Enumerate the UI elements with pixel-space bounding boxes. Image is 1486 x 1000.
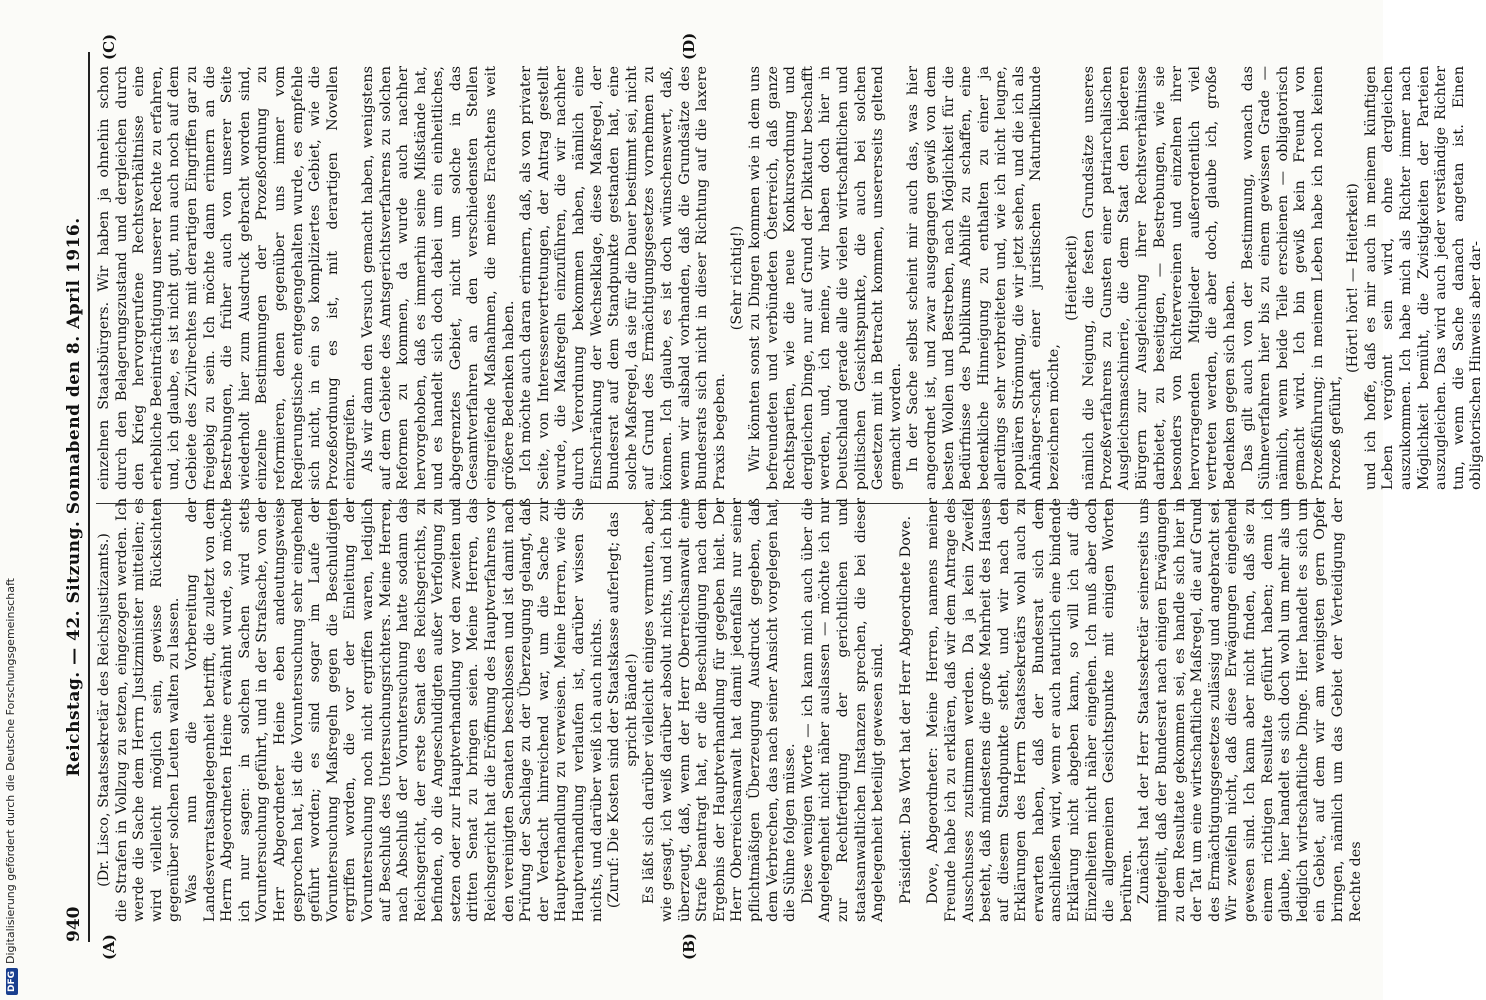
page-title: Reichstag. — 42. Sitzung. Sonnabend den 8. April 1916. — [64, 217, 84, 777]
margin-marker-c: (C) — [100, 33, 118, 60]
left-column — [96, 498, 1364, 922]
paragraph: Was nun die Vorbereitung der Landesverratsangelegenheit betrifft, die zuletzt von dem Herrn Abgeordneten Heine erwähnt wurde, so möchte ich nur sagen: in solchen Sachen wird stets Voruntersuchung geführt, und in der Strafsache, von der Herr Abgeordneter Heine eben andeutungsweise gesprochen hat, ist die Voruntersuchung sehr eingehend geführt worden; es sind sogar im Laufe der Voruntersuchung Maßregeln gegen die Beschuldigten ergriffen worden, die vor der Einleitung der Voruntersuchung noch nicht ergriffen waren, lediglich auf Beschluß des Untersuchungsrichters. Meine Herren, nach Abschluß der Voruntersuchung hatte sodann das Reichsgericht, der erste Senat des Reichsgerichts, zu befinden, ob die Angeschuldigten außer Verfolgung zu setzen oder zur Hauptverhandlung vor den zweiten und dritten Senat zu bringen seien. Meine Herren, das Reichsgericht hat die Eröffnung des Hauptverfahrens vor den vereinigten Senaten beschlossen und ist damit nach Prüfung der Sachlage zu der Überzeugung gelangt, daß der Verdacht hinreichend war, um die Sache zur Hauptverhandlung zu verweisen. Meine Herren, wie die Hauptverhandlung verlaufen ist, darüber wissen Sie nichts, und darüber weiß ich auch nichts. — [183, 498, 605, 922]
column-divider — [96, 503, 1326, 504]
paragraph: einzelnen Staatsbürgers. Wir haben ja ohnehin schon durch den Belagerungszustand und dergleichen durch den Krieg hervorgerufene Rechtsverhältnisse eine erhebliche Beeinträchtigung unserer Rechte zu erfahren, und, ich glaube, es ist nicht gut, nun auch noch auf dem Gebiete des Zivilrechtes mit derartigen Eingriffen gar zu freigebig zu sein. Ich möchte dann erinnern an die Bestrebungen, die früher auch von unserer Seite wiederholt hier zum Ausdruck gebracht worden sind, einzelne Bestimmungen der Prozeßordnung zu reformieren, denen gegenüber uns immer vom Regierungstische entgegengehalten wurde, es empfehle sich nicht, in ein so kompliziertes Gebiet, wie die Prozeßordnung es ist, mit derartigen Novellen einzugreifen. — [96, 66, 359, 490]
margin-marker-d: (D) — [680, 32, 698, 60]
paragraph: nämlich die Neigung, die festen Grundsätze unseres Prozeßverfahrens zu Gunsten einer patriarchalischen Ausgleichsmaschinerie, die dem Staat den biederen Bürgern zur Ausgleichung ihrer Rechtsverhältnisse darbietet, zu beseitigen, — Bestrebungen, wie sie besonders von Richtervereinen und einzelnen ihrer hervorragenden Mitglieder außerordentlich viel vertreten werden, die aber doch, glaube ich, große Bedenken gegen sich haben. — [1081, 66, 1238, 490]
interjection: (Sehr richtig!) — [729, 225, 746, 331]
interjection: (Heiterkeit) — [1063, 235, 1080, 321]
page-header — [60, 52, 90, 942]
paragraph: Ich möchte auch daran erinnern, daß, als von privater Seite, von Interessenvertretungen, der Antrag gestellt wurde, die Maßregeln einzuführen, die wir nachher durch Verordnung bekommen haben, nämlich eine Einschränkung der Wechselklage, diese Maßregel, der Bundesrat auf dem Standpunkte gestanden hat, eine solche Maßregel, da sie für die Dauer bestimmt sei, nicht auf Grund des Ermächtigungsgesetzes vornehmen zu können. Ich glaube, es ist doch wünschenswert, daß, wenn wir alsbald vorhanden, daß die Grundsätze des Bundesrats sich nicht in dieser Richtung auf die laxere Praxis begeben. — [518, 66, 728, 490]
paragraph: Das gilt auch von der Bestimmung, wonach das Sühneverfahren hier bis zu einem gewissen Grade — nämlich, wenn beide Teile erschienen — obligatorisch gemacht wird. Ich bin gewiß kein Freund von Prozeßführung; in meinem Leben habe ich noch keinen Prozeß geführt, — [1239, 66, 1344, 490]
paragraph: Wir könnten sonst zu Dingen kommen wie in dem uns befreundeten und verbündeten Österreich, daß ganze Rechtspartien, wie die neue Konkursordnung und dergleichen Dinge, nur auf Grund der Diktatur beschafft werden, und, ich meine, wir haben doch hier in Deutschland gerade alle die vielen wirtschaftlichen und politischen Gesichtspunkte, die auch bei solchen Gesetzen mit in Betracht kommen, unsererseits geltend gemacht worden. — [746, 66, 904, 490]
paragraph: Als wir dann den Versuch gemacht haben, wenigstens auf dem Gebiete des Amtsgerichtsverfahrens zu solchen Reformen zu kommen, da wurde auch nachher hervorgehoben, daß es immerhin seine Mißstände hat, und es handelt sich doch dabei um ein einheitliches, abgegrenztes Gebiet, nicht um solche in das Gesamtverfahren an den verschiedensten Stellen eingreifende Maßnahmen, die meines Erachtens weit größere Bedenken haben. — [359, 66, 517, 490]
paragraph: Es läßt sich darüber vielleicht einiges vermuten, aber, wie gesagt, ich weiß darüber absolut nichts, und ich bin überzeugt, daß, wenn der Herr Oberreichsanwalt eine Strafe beantragt hat, er die Beschuldigung nach dem Ergebnis der Hauptverhandlung für gegeben hielt. Der Herr Oberreichsanwalt hat damit jedenfalls nur seiner pflichtmäßigen Überzeugung Ausdruck gegeben, daß dem Verbrechen, das nach seiner Ansicht vorgelegen hat, die Sühne folgen müsse. — [641, 498, 799, 922]
speaker-attribution: (Dr. Lisco, Staatssekretär des Reichsjustizamts.) — [96, 533, 112, 887]
paragraph: die Strafen in Vollzug zu setzen, eingezogen werden. Ich werde die Sache dem Herrn Justizminister mitteilen; es wird vielleicht möglich sein, gewisse Rücksichten gegenüber solchen Leuten walten zu lassen. — [113, 498, 183, 922]
digitization-credit — [4, 578, 18, 995]
paragraph: und ich hoffe, daß es mir auch in meinem künftigen Leben vergönnt sein wird, ohne dergleichen auszukommen. Ich habe mich als Richter immer nach Möglichkeit bemüht, die Zwistigkeiten der Parteien auszugleichen. Das wird auch jeder verständige Richter tun, wenn die Sache danach angetan ist. Einen obligatorischen Hinweis aber dar- — [1362, 66, 1485, 490]
paragraph: In der Sache selbst scheint mir auch das, was hier angeordnet ist, und zwar ausgegangen gewiß von dem besten Wollen und Bestreben, nach Möglichkeit für die Bedürfnisse des Publikums Abhilfe zu schaffen, eine bedenkliche Hinneigung zu enthalten zu einer ja allerdings sehr verbreiteten und, wie ich nicht leugne, populären Strömung, die wir jetzt sehen, und die ich als Anhänger-schaft einer juristischen Naturheilkunde bezeichnen möchte, — [905, 66, 1063, 490]
credit-text: Digitalisierung gefördert durch die Deutsche Forschungsgemeinschaft — [4, 578, 17, 964]
interjection: (Hört! hört! — Heiterkeit) — [1345, 183, 1362, 373]
interjection: (Zuruf: Die Kosten sind der Staatskasse auferlegt; das spricht Bände!) — [606, 511, 640, 909]
speech-paragraph: Dove, Abgeordneter: Meine Herren, namens meiner Freunde habe ich zu erklären, daß wir dem Antrage des Ausschusses zustimmen werden. Da ja kein Zweifel besteht, daß mindestens die große Mehrheit des Hauses auf diesem Standpunkte steht, und wir nach den Erklärungen des Herrn Staatssekretärs wohl auch zu erwarten haben, daß der Bundesrat sich dem anschließen wird, wenn er auch naturlich eine bindende Erklärung nicht abgeben kann, so will ich auf die Einzelheiten nicht näher eingehen. Ich muß aber doch die allgemeinen Gesichtspunkte mit einigen Worten berühren. — [925, 498, 1135, 922]
paragraph: Zunächst hat der Herr Staatssekretär seinerseits uns mitgeteilt, daß der Bundesrat nach einigen Erwägungen zu dem Resultate gekommen sei, es handle sich hier in der Tat um eine wirtschaftliche Maßregel, die auf Grund des Ermächtigungsgesetzes zulässig und angebracht sei. Wir zweifeln nicht, daß diese Erwägungen eingehend gewesen sind. Ich kann aber nicht finden, daß sie zu einem richtigen Resultate geführt haben; denn ich glaube, hier handelt es sich doch wohl um mehr als um lediglich wirtschaftliche Dinge. Hier handelt es sich um ein Gebiet, auf dem wir am wenigsten gern Opfer bringen, nämlich um das Gebiet der Verteidigung der Rechte des — [1136, 498, 1364, 922]
margin-marker-a: (A) — [100, 934, 118, 960]
paragraph: Diese wenigen Worte — ich kann mich auch über die Angelegenheit nicht näher auslassen — möchte ich nur zur Rechtfertigung der gerichtlichen und staatsanwaltlichen Instanzen sprechen, die bei dieser Angelegenheit beteiligt gewesen sind. — [799, 498, 887, 922]
dfg-logo: DFG — [6, 968, 18, 995]
president-statement: Präsident: Das Wort hat der Herr Abgeordnete Dove. — [897, 515, 914, 904]
margin-marker-b: (B) — [680, 933, 698, 960]
page-number: 940 — [64, 906, 84, 942]
right-column — [96, 66, 1485, 490]
